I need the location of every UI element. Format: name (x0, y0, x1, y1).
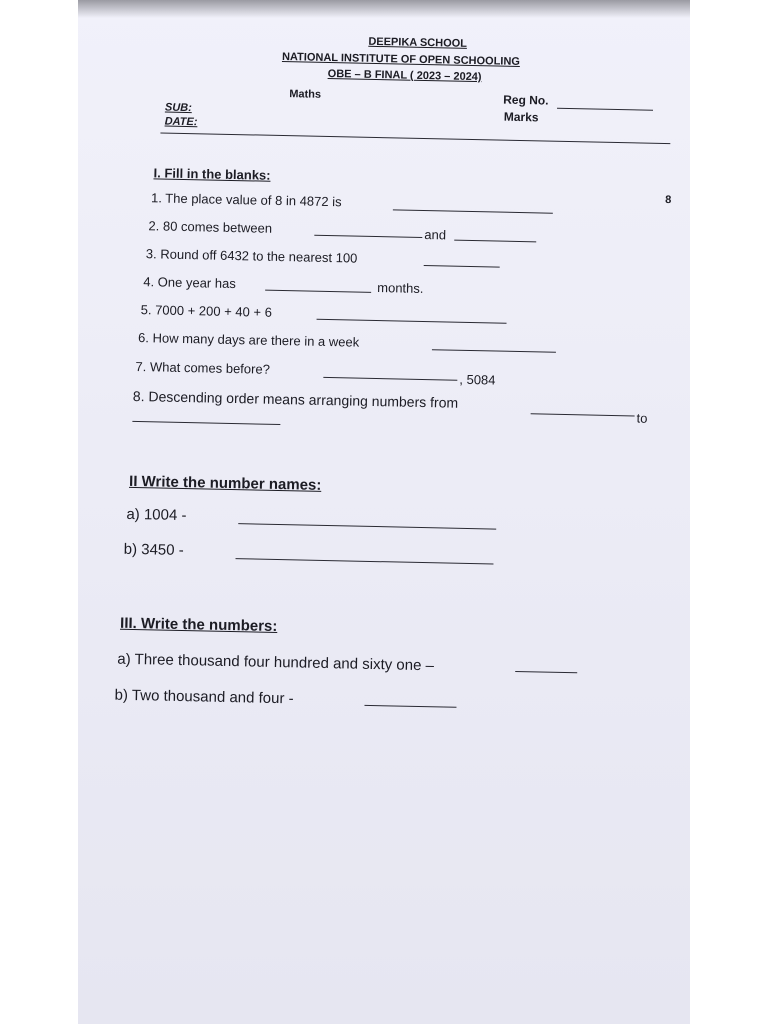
question-8-to: to (636, 410, 648, 426)
answer-blank-ii-b (236, 558, 494, 564)
question-paper-content (78, 0, 690, 766)
number-name-b: b) 3450 - (123, 540, 184, 560)
exam-title: OBE – B FINAL ( 2023 – 2024) (327, 67, 482, 84)
question-1: 1. The place value of 8 in 4872 is (150, 190, 342, 210)
question-4: 4. One year has (143, 274, 236, 292)
question-6: 6. How many days are there in a week (137, 330, 360, 350)
write-number-b: b) Two thousand and four - (114, 686, 294, 708)
question-7-tail: , 5084 (459, 371, 496, 388)
marks-label: Marks (503, 109, 539, 125)
date-label: DATE: (164, 115, 198, 129)
question-3: 3. Round off 6432 to the nearest 100 (145, 246, 358, 266)
institute-name: NATIONAL INSTITUTE OF OPEN SCHOOLING (281, 50, 521, 68)
answer-blank-ii-a (238, 523, 496, 529)
answer-blank-3 (424, 265, 500, 268)
answer-blank-1 (393, 209, 553, 213)
header-divider (160, 132, 670, 144)
answer-blank-2a (314, 235, 422, 238)
sub-label: SUB: (164, 101, 192, 115)
answer-blank-iii-a (515, 671, 577, 673)
section-1-marks: 8 (665, 194, 672, 207)
question-2: 2. 80 comes between (148, 218, 273, 236)
section-3-title: III. Write the numbers: (119, 614, 278, 636)
answer-blank-8b (132, 421, 280, 425)
answer-blank-6 (432, 349, 556, 353)
section-1-title: I. Fill in the blanks: (153, 165, 271, 183)
answer-blank-8a (531, 413, 635, 416)
reg-no-blank (557, 108, 653, 111)
answer-blank-7 (323, 377, 457, 381)
paper-edge-shadow (78, 0, 690, 18)
paper-sheet (78, 0, 690, 1024)
answer-blank-iii-b (364, 705, 456, 708)
number-name-a: a) 1004 - (126, 505, 187, 525)
subject-name: Maths (289, 88, 322, 101)
section-2-title: II Write the number names: (128, 472, 322, 494)
question-8: 8. Descending order means arranging numbers from (132, 387, 459, 411)
school-name: DEEPIKA SCHOOL (368, 35, 468, 50)
question-5: 5. 7000 + 200 + 40 + 6 (140, 302, 273, 320)
question-4-tail: months. (377, 280, 424, 297)
answer-blank-4 (265, 290, 371, 293)
question-7: 7. What comes before? (135, 358, 271, 377)
reg-no-label: Reg No. (503, 92, 549, 108)
write-number-a: a) Three thousand four hundred and sixty one – (117, 650, 435, 675)
answer-blank-5 (317, 319, 507, 324)
answer-blank-2b (454, 240, 536, 243)
question-2-and: and (424, 227, 447, 243)
